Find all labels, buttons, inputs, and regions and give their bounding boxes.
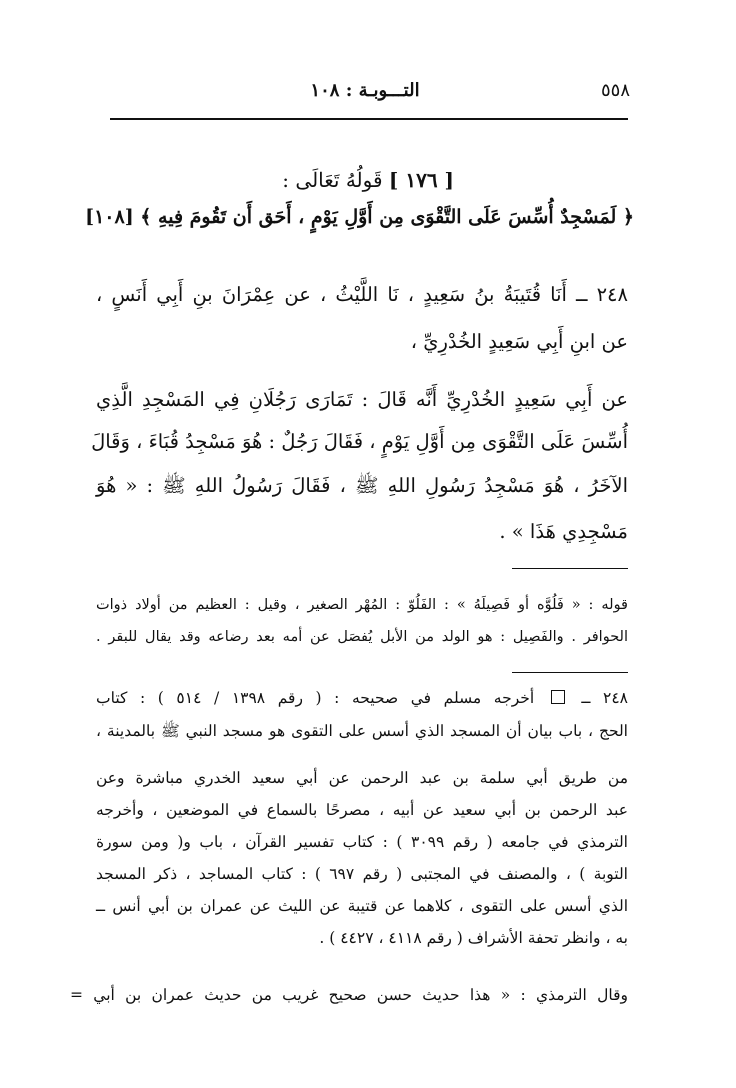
- takhrij-line-2: الحج ، باب بيان أن المسجد الذي أسس على التقوى هو مسجد النبي ﷺ بالمدينة ،: [96, 722, 628, 740]
- quran-verse: ﴿ لَمَسْجِدٌ أُسِّسَ عَلَى التَّقْوَى مِن أَوَّلِ يَوْمٍ ، أَحَق أَن تَقُومَ فِيهِ ﴾ [١٠٨]: [85, 206, 634, 228]
- section-number: [ ١٧٦ ]: [388, 168, 454, 192]
- matn-line-3: الآخَرُ ، هُوَ مَسْجِدُ رَسُولِ اللهِ ﷺ ، فَقَالَ رَسُولُ اللهِ ﷺ : « هُوَ: [96, 474, 628, 497]
- takhrij-line-7: الذي أسس على التقوى ، كلاهما عن قتيبة عن الليث عن عمران بن أبي أنس ــ: [96, 897, 628, 915]
- footnote-separator: [512, 568, 628, 569]
- isnad-line-1: ٢٤٨ ــ أَنَا قُتَيبَةُ بنُ سَعِيدٍ ، نَا اللَّيْثُ ، عن عِمْرَانَ بنِ أَبِي أَنَسٍ ،: [96, 283, 628, 306]
- takhrij-number: ٢٤٨ ــ: [581, 689, 628, 707]
- footnote-line-2: الحوافر . والفَصِيل : هو الولد من الأبل يُفصَل عن أمه بعد رضاعه وقد يقال للبقر .: [96, 629, 628, 645]
- square-icon: [551, 690, 565, 704]
- takhrij-line-5: الترمذي في جامعه ( رقم ٣٠٩٩ ) : كتاب تفسير القرآن ، باب و( ومن سورة: [96, 833, 628, 851]
- footnote-line-1: قوله : « فَلُوَّه أو فَصِيلَهُ » : الفَلُوّ : المُهْر الصغير ، وقيل : العظيم من أولاد ذوات: [96, 597, 628, 613]
- page-number: ٥٥٨: [600, 80, 630, 101]
- takhrij-continued-line: وقال الترمذي : « هذا حديث حسن صحيح غريب من حديث عمران بن أبي =: [70, 986, 628, 1004]
- matn-line-2: أُسِّسَ عَلَى التَّقْوَى مِن أَوَّلِ يَوْمٍ ، فَقَالَ رَجُلٌ : هُوَ مَسْجِدُ قُبَاءَ ، وَقَالَ: [91, 430, 628, 453]
- takhrij-first-text: أخرجه مسلم في صحيحه : ( رقم ١٣٩٨ / ٥١٤ ) : كتاب: [96, 689, 535, 707]
- matn-line-1: عن أَبِي سَعِيدٍ الخُدْرِيِّ أَنَّه قَالَ : تَمَارَى رَجُلَانِ فِي المَسْجِدِ الَّذِي: [96, 388, 628, 411]
- running-title: التـــوبـة : ١٠٨: [310, 80, 420, 101]
- header-rule: [110, 118, 628, 120]
- matn-line-4: مَسْجِدِي هَذَا » .: [499, 520, 628, 543]
- isnad-line-2: عن ابنِ أَبِي سَعِيدٍ الخُدْرِيِّ ،: [410, 330, 628, 353]
- takhrij-line-8: به ، وانظر تحفة الأشراف ( رقم ٤١١٨ ، ٤٤٢٧ ) .: [319, 929, 628, 947]
- section-heading: [200, 168, 454, 192]
- takhrij-line-6: التوبة ) ، والمصنف في المجتبى ( رقم ٦٩٧ ) : كتاب المساجد ، ذكر المسجد: [96, 865, 628, 883]
- takhrij-line-3: من طريق أبي سلمة بن عبد الرحمن عن أبي سعيد الخدري مباشرة وعن: [96, 769, 628, 787]
- takhrij-line-1: [96, 689, 628, 707]
- takhrij-line-4: عبد الرحمن بن أبي سعيد عن أبيه ، مصرحًا بالسماع في الموضعين ، وأخرجه: [96, 801, 628, 819]
- takhrij-separator: [512, 672, 628, 673]
- section-intro: قَولُهُ تَعَالَى :: [282, 168, 383, 192]
